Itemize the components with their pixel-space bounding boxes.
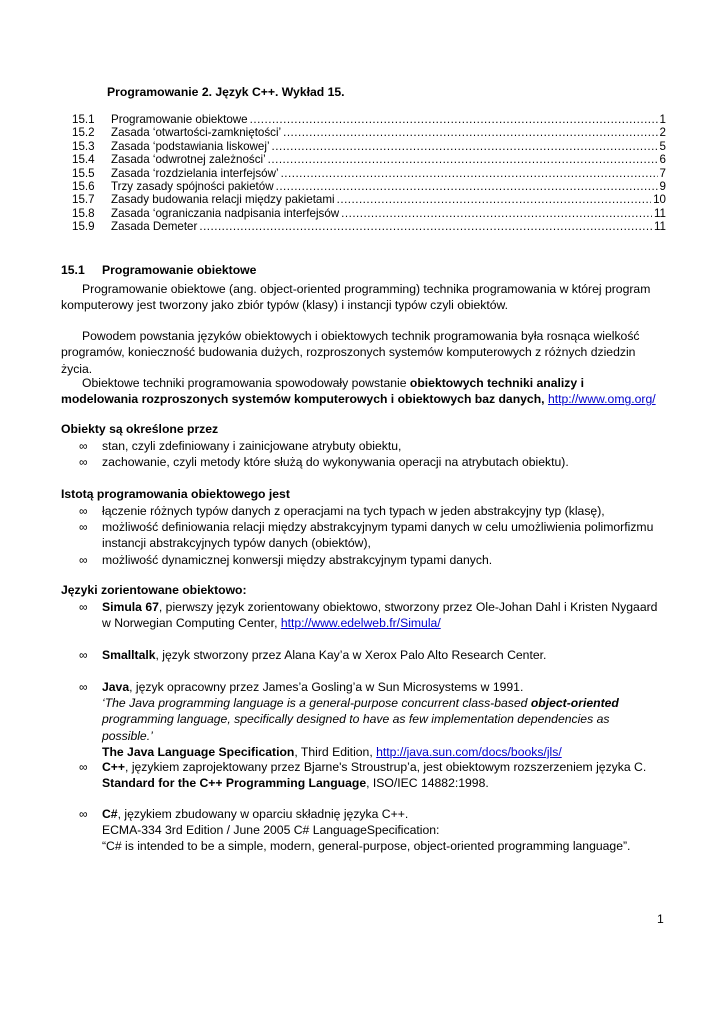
toc-number: 15.1 [72, 113, 95, 126]
toc-page-number: 11 [653, 206, 666, 220]
language-cpp: ∞ C++, językiem zaprojektowany przez Bjarne's Stroustrup’a, jest obiektowym rozszerzeniem języka C. Standard for the C++ Programming Language, ISO/IEC 14882:1998. [79, 760, 647, 791]
objects-list [61, 438, 661, 470]
toc-page-number: 10 [653, 193, 666, 207]
section-heading [61, 263, 256, 277]
toc-entry[interactable] [72, 167, 666, 180]
toc-page-number: 5 [659, 139, 666, 153]
infinity-bullet-icon: ∞ [79, 760, 88, 774]
toc-number: 15.4 [72, 153, 95, 167]
toc-entry[interactable] [72, 220, 666, 233]
objects-heading: Obiekty są określone przez [61, 422, 219, 436]
toc-title: Trzy zasady spójności pakietów [111, 179, 274, 193]
toc-page-number: 2 [659, 126, 666, 140]
languages-heading: Języki zorientowane obiektowo: [61, 583, 247, 597]
toc-title: Zasada Demeter [111, 220, 198, 234]
java-spec-link[interactable]: http://java.sun.com/docs/books/jls/ [376, 744, 562, 759]
language-smalltalk: ∞ Smalltalk, język stworzony przez Alana Kay’a w Xerox Palo Alto Research Center. [79, 648, 547, 662]
infinity-bullet-icon: ∞ [79, 520, 88, 535]
list-item: ∞ możliwość dynamicznej konwersji między abstrakcyjnym typami danych. [79, 552, 493, 567]
toc-number: 15.7 [72, 193, 95, 207]
toc-leader-dots [272, 140, 658, 153]
document-title: Programowanie 2. Język C++. Wykład 15. [107, 85, 345, 99]
infinity-bullet-icon: ∞ [79, 552, 88, 567]
toc-title: Zasada ‘odwrotnej zależności’ [111, 153, 266, 167]
infinity-bullet-icon: ∞ [79, 680, 88, 694]
toc-number: 15.5 [72, 166, 95, 180]
toc-page-number: 11 [653, 220, 666, 234]
toc-page-number: 9 [659, 179, 666, 193]
toc-number: 15.8 [72, 206, 95, 220]
list-item: ∞ stan, czyli zdefiniowany i zainicjowane atrybuty obiektu, [79, 439, 402, 453]
toc-leader-dots [341, 207, 652, 220]
toc-page-number: 1 [659, 113, 666, 126]
list-item: ∞ zachowanie, czyli metody które służą do wykonywania operacji na atrybutach obiektu). [79, 455, 569, 470]
toc-leader-dots [268, 153, 658, 166]
page-number: 1 [657, 912, 664, 926]
paragraph-techniques: Obiektowe techniki programowania spowodowały powstanie obiektowych techniki analizy i modelowania rozproszonych systemów komputerowych i obiektowych baz danych, http://www.omg.org/ [61, 376, 656, 407]
paragraph-definition: Programowanie obiektowe (ang. object-oriented programming) technika programowania w której program komputerowy jest tworzony jako zbiór typów (klasy) i instancji typów czyli obiektów. [61, 282, 651, 313]
toc-entry[interactable] [72, 180, 666, 193]
infinity-bullet-icon: ∞ [79, 455, 88, 470]
toc-number: 15.9 [72, 220, 95, 234]
language-csharp: ∞ C#, językiem zbudowany w oparciu składnię języka C++. ECMA-334 3rd Edition / June 2005 C# LanguageSpecification: “C# is intended to be a simple, modern, general-purpose, object-oriented programming language”. [79, 807, 631, 854]
infinity-bullet-icon: ∞ [79, 648, 88, 662]
infinity-bullet-icon: ∞ [79, 439, 88, 453]
toc-title: Zasada ‘otwartości-zamkniętości’ [111, 126, 282, 140]
essence-heading: Istotą programowania obiektowego jest [61, 487, 290, 501]
toc-leader-dots [199, 220, 652, 233]
toc-leader-dots [250, 113, 658, 126]
paragraph-motivation: Powodem powstania języków obiektowych i obiektowych technik programowania była rosnąca wielkość programów, konieczność budowania dużych, rozproszonych systemów komputerowych z różnych dziedzin życia. [61, 329, 640, 376]
toc-number: 15.2 [72, 126, 95, 140]
infinity-bullet-icon: ∞ [79, 807, 88, 821]
simula-link[interactable]: http://www.edelweb.fr/Simula/ [280, 616, 441, 631]
toc-entry[interactable] [72, 113, 666, 126]
toc-entry[interactable] [72, 140, 666, 153]
toc-leader-dots [276, 180, 658, 193]
toc-leader-dots [281, 167, 658, 180]
infinity-bullet-icon: ∞ [79, 600, 88, 614]
toc-number: 15.6 [72, 179, 95, 193]
omg-link[interactable]: http://www.omg.org/ [547, 392, 656, 407]
table-of-contents [72, 113, 666, 234]
toc-title: Zasady budowania relacji między pakietami [111, 193, 335, 207]
infinity-bullet-icon: ∞ [79, 504, 88, 518]
section-title: Programowanie obiektowe [102, 263, 257, 277]
toc-leader-dots [283, 126, 657, 139]
toc-title: Zasada ‘podstawiania liskowej’ [111, 139, 270, 153]
toc-entry[interactable] [72, 193, 666, 206]
toc-number: 15.3 [72, 139, 95, 153]
list-item: ∞ możliwość definiowania relacji między abstrakcyjnym typami danych w celu umożliwienia polimorfizmu instancji abstrakcyjnych typów danych (obiektów), [79, 520, 654, 551]
toc-title: Zasada ‘ograniczania nadpisania interfejsów [111, 206, 340, 220]
section-number: 15.1 [61, 263, 85, 277]
toc-title: Programowanie obiektowe [111, 113, 248, 126]
toc-entry[interactable] [72, 207, 666, 220]
toc-page-number: 6 [659, 153, 666, 167]
list-item: ∞ łączenie różnych typów danych z operacjami na tych typach w jeden abstrakcyjny typ (klasę), [79, 504, 605, 518]
essence-list [61, 503, 661, 568]
language-java: ∞ Java, język opracowny przez James’a Gosling’a w Sun Microsystems w 1991. ‘The Java programming language is a general-purpose concurrent class-based object-oriented programming language, specifically designed to have as few implementation dependencies as possible.’ The Java Language Specification, Third Edition, http://java.sun.com/docs/books/jls/ [79, 680, 619, 759]
toc-leader-dots [337, 193, 651, 206]
toc-entry[interactable] [72, 153, 666, 166]
language-simula: ∞ Simula 67, pierwszy język zorientowany obiektowo, stworzony przez Ole-Johan Dahl i Kristen Nygaard w Norwegian Computing Center, http://www.edelweb.fr/Simula/ [79, 600, 658, 631]
toc-title: Zasada ‘rozdzielania interfejsów’ [111, 166, 279, 180]
toc-entry[interactable] [72, 126, 666, 139]
toc-page-number: 7 [659, 166, 666, 180]
